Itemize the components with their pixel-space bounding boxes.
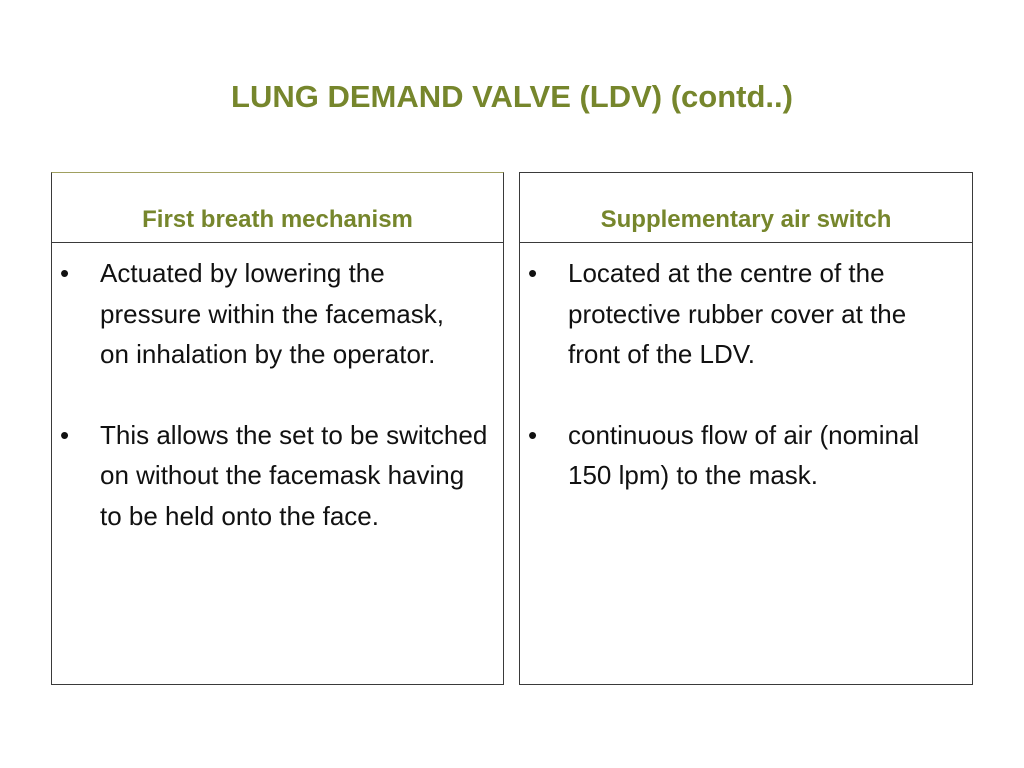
bullet-item xyxy=(528,415,960,496)
first-breath-bullet-list xyxy=(52,243,503,536)
bullet-text: This allows the set to be switched on without the facemask having to be held onto the face. xyxy=(100,419,495,531)
slide-title: LUNG DEMAND VALVE (LDV) (contd..) xyxy=(231,79,793,114)
bullet-marker: • xyxy=(60,419,70,450)
bullet-item xyxy=(60,415,495,537)
bullet-text: continuous flow of air (nominal 150 lpm) to the mask. xyxy=(568,419,927,490)
bullet-marker: • xyxy=(528,419,538,450)
bullet-text: Actuated by lowering the pressure within the facemask, on inhalation by the operator. xyxy=(100,258,466,369)
bullet-item xyxy=(528,253,960,375)
bullet-item xyxy=(60,253,491,375)
bullet-text: Located at the centre of the protective rubber cover at the front of the LDV. xyxy=(568,258,914,369)
supplementary-air-switch-bullet-list xyxy=(520,243,972,496)
bullet-marker: • xyxy=(60,258,70,288)
supplementary-air-switch-heading: Supplementary air switch xyxy=(520,173,972,243)
bullet-marker: • xyxy=(528,258,538,288)
first-breath-heading: First breath mechanism xyxy=(52,173,503,243)
supplementary-air-switch-panel xyxy=(519,172,973,685)
first-breath-panel xyxy=(51,172,504,685)
